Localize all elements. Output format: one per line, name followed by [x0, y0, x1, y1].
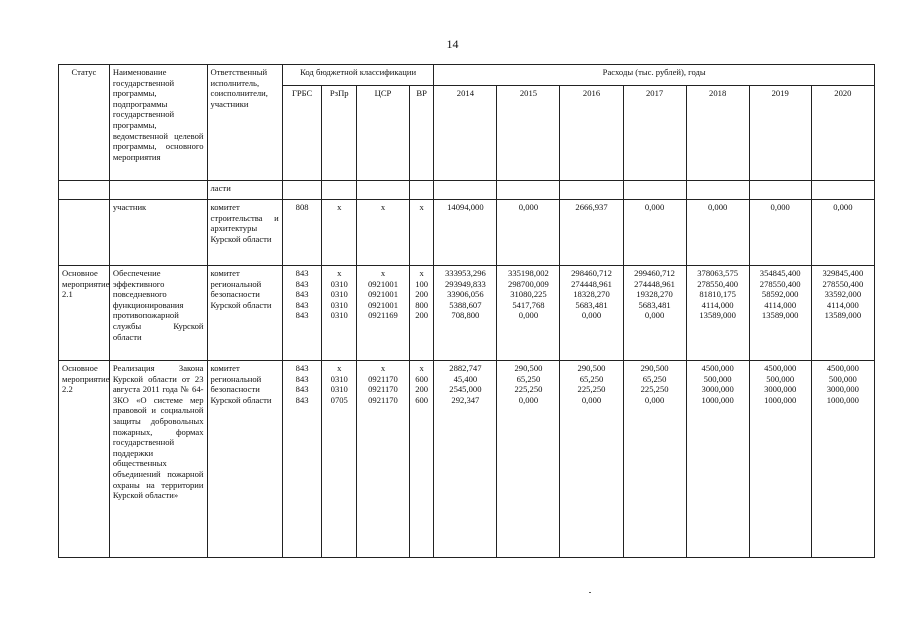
expense-cell: [811, 181, 874, 200]
header-year: 2014: [434, 86, 497, 181]
cell-value: 225,250: [514, 384, 543, 395]
cell-value: 299460,712: [634, 268, 675, 278]
cell-value: 843: [295, 299, 309, 310]
cell-value: 45,400: [453, 373, 478, 384]
vr-cell: [409, 361, 433, 558]
header-year: 2016: [560, 86, 623, 181]
header-expenses: Расходы (тыс. рублей), годы: [434, 65, 875, 86]
expense-cell: [749, 266, 811, 361]
expense-cell: [497, 200, 560, 266]
cell-value: 2882,747: [449, 363, 482, 373]
cell-value: 843: [295, 363, 309, 373]
header-year: 2020: [811, 86, 874, 181]
expense-cell: [686, 181, 749, 200]
cell-value: 0921170: [368, 394, 398, 405]
cell-value: 2545,000: [449, 384, 482, 395]
cell-value: 0,000: [644, 310, 665, 321]
expense-cell: [434, 181, 497, 200]
cell-value: 329845,400: [822, 268, 864, 278]
cell-value: 843: [295, 373, 309, 384]
cell-value: 81810,175: [699, 289, 736, 300]
cell-value: 33592,000: [824, 289, 862, 300]
cell-value: 0,000: [770, 202, 790, 212]
cell-value: х: [337, 363, 342, 373]
cell-value: х: [380, 268, 386, 278]
cell-value: 0921001: [367, 299, 399, 310]
cell-value: 843: [295, 289, 309, 300]
cell-value: 4114,000: [826, 299, 859, 310]
cell-value: 1000,000: [826, 394, 859, 405]
cell-value: 378063,575: [697, 268, 739, 278]
cell-value: 292,347: [451, 394, 480, 405]
cell-value: 500,000: [703, 373, 732, 384]
cell-value: 65,250: [642, 373, 667, 384]
name-cell: Реализация Закона Курской области от 23 августа 2011 года № 64-ЗКО «О системе мер правовой и социальной защиты добровольных пожарных, формах государственной поддержки общественных объединений пожарной охраны на территории Курской области»: [109, 361, 207, 558]
table-row: [59, 266, 875, 361]
cell-value: 0921170: [368, 373, 398, 384]
cell-value: 3000,000: [826, 384, 859, 395]
cell-value: х: [380, 363, 386, 373]
cell-value: 843: [295, 384, 309, 395]
cell-value: 5683,481: [575, 299, 608, 310]
expense-cell: [434, 361, 497, 558]
cell-value: 18328,270: [573, 289, 610, 300]
cell-value: 0310: [330, 310, 348, 321]
header-year: 2019: [749, 86, 811, 181]
cell-value: 290,500: [514, 363, 543, 373]
cell-value: 13589,000: [824, 310, 862, 321]
rzpr-cell: [322, 200, 357, 266]
cell-value: 298460,712: [571, 268, 612, 278]
expense-cell: [749, 200, 811, 266]
cell-value: 0,000: [518, 202, 539, 212]
expense-cell: [749, 361, 811, 558]
cell-value: 13589,000: [761, 310, 799, 321]
cell-value: х: [337, 268, 342, 278]
cell-value: 4500,000: [826, 363, 859, 373]
table-row: [59, 181, 875, 200]
header-status: Статус: [59, 65, 110, 181]
cell-value: х: [419, 363, 424, 373]
cell-value: 14094,000: [447, 202, 484, 212]
cell-value: 0921001: [367, 278, 399, 289]
grbs-cell: [282, 361, 322, 558]
header-executor: Ответственный исполнитель, соисполнители, участники: [207, 65, 282, 181]
expense-cell: [686, 200, 749, 266]
cell-value: 4500,000: [701, 363, 734, 373]
header-code-rzpr: РзПр: [322, 86, 357, 181]
cell-value: 354845,400: [759, 268, 801, 278]
cell-value: 274448,961: [634, 278, 675, 289]
cell-value: 600: [415, 394, 429, 405]
cell-value: 5388,607: [449, 299, 482, 310]
expense-cell: [686, 266, 749, 361]
cell-value: 200: [415, 310, 429, 321]
expense-cell: [686, 361, 749, 558]
cell-value: 0921001: [367, 289, 399, 300]
expense-cell: [434, 266, 497, 361]
grbs-cell: [282, 181, 322, 200]
cell-value: 0921170: [368, 384, 398, 395]
header-year: 2015: [497, 86, 560, 181]
cell-value: 0,000: [518, 310, 539, 321]
expense-cell: [497, 266, 560, 361]
cell-value: 0310: [330, 373, 348, 384]
page-mark: [589, 592, 591, 593]
header-code-grbs: ГРБС: [282, 86, 322, 181]
header-name: Наименование государственной программы, подпрограммы государственной программы, ведомственной целевой программы, основного мероприятия: [109, 65, 207, 181]
expense-cell: [560, 361, 623, 558]
expense-cell: [623, 181, 686, 200]
cell-value: 0,000: [833, 202, 853, 212]
cell-value: 843: [295, 278, 309, 289]
cell-value: 335198,002: [508, 268, 549, 278]
cell-value: х: [337, 202, 342, 212]
cell-value: 500,000: [766, 373, 795, 384]
vr-cell: [409, 266, 433, 361]
cell-value: 5683,481: [638, 299, 671, 310]
status-cell: Основное мероприятие 2.2: [59, 361, 110, 558]
cell-value: 0310: [330, 278, 348, 289]
cell-value: 0,000: [581, 394, 602, 405]
header-year: 2018: [686, 86, 749, 181]
cell-value: 0,000: [581, 310, 602, 321]
cell-value: 3000,000: [701, 384, 734, 395]
cell-value: 100: [415, 278, 429, 289]
cell-value: 278550,400: [697, 278, 739, 289]
header-code-csr: ЦСР: [357, 86, 410, 181]
cell-value: 843: [295, 310, 309, 321]
cell-value: 225,250: [577, 384, 606, 395]
cell-value: 600: [415, 373, 429, 384]
expense-cell: [623, 266, 686, 361]
cell-value: 293949,833: [444, 278, 486, 289]
name-cell: Обеспечение эффективного повседневного функционирования противопожарной службы Курской области: [109, 266, 207, 361]
cell-value: 0,000: [644, 394, 665, 405]
cell-value: 225,250: [640, 384, 669, 395]
cell-value: 33906,056: [447, 289, 484, 300]
budget-table: [58, 64, 875, 558]
cell-value: 13589,000: [699, 310, 736, 321]
cell-value: 200: [415, 289, 429, 300]
executor-cell: комитет строительства и архитектуры Курской области: [207, 200, 282, 266]
cell-value: 3000,000: [764, 384, 797, 395]
cell-value: 1000,000: [764, 394, 797, 405]
expense-cell: [811, 361, 874, 558]
executor-cell: комитет региональной безопасности Курской области: [207, 266, 282, 361]
cell-value: 0310: [330, 384, 348, 395]
cell-value: 298700,009: [508, 278, 549, 289]
cell-value: 290,500: [640, 363, 669, 373]
expense-cell: [560, 266, 623, 361]
cell-value: 800: [415, 299, 429, 310]
table-row: [59, 200, 875, 266]
grbs-cell: [282, 200, 322, 266]
cell-value: 808: [295, 202, 309, 212]
cell-value: 500,000: [828, 373, 857, 384]
cell-value: 333953,296: [444, 268, 486, 278]
expense-cell: [497, 181, 560, 200]
expense-cell: [497, 361, 560, 558]
cell-value: х: [419, 268, 424, 278]
vr-cell: [409, 181, 433, 200]
table-row: [59, 361, 875, 558]
csr-cell: [357, 266, 410, 361]
vr-cell: [409, 200, 433, 266]
cell-value: 31080,225: [510, 289, 547, 300]
rzpr-cell: [322, 361, 357, 558]
cell-value: 4114,000: [701, 299, 734, 310]
cell-value: 278550,400: [759, 278, 801, 289]
expense-cell: [749, 181, 811, 200]
header-budget-code: Код бюджетной классификации: [282, 65, 434, 86]
name-cell: [109, 181, 207, 200]
cell-value: 5417,768: [512, 299, 545, 310]
expense-cell: [623, 200, 686, 266]
expense-cell: [623, 361, 686, 558]
cell-value: х: [419, 202, 424, 212]
cell-value: 274448,961: [571, 278, 612, 289]
status-cell: [59, 181, 110, 200]
header-code-vr: ВР: [409, 86, 433, 181]
csr-cell: [357, 200, 410, 266]
cell-value: 200: [415, 384, 429, 395]
status-cell: Основное мероприятие 2.1: [59, 266, 110, 361]
cell-value: 278550,400: [822, 278, 864, 289]
status-cell: [59, 200, 110, 266]
expense-cell: [811, 266, 874, 361]
cell-value: 0921169: [368, 310, 398, 321]
grbs-cell: [282, 266, 322, 361]
expense-cell: [434, 200, 497, 266]
expense-cell: [560, 181, 623, 200]
cell-value: 290,500: [577, 363, 606, 373]
cell-value: 2666,937: [575, 202, 608, 212]
cell-value: 65,250: [579, 373, 604, 384]
cell-value: 1000,000: [701, 394, 734, 405]
rzpr-cell: [322, 266, 357, 361]
executor-cell: комитет региональной безопасности Курской области: [207, 361, 282, 558]
cell-value: 4500,000: [764, 363, 797, 373]
cell-value: 0310: [330, 289, 348, 300]
cell-value: 65,250: [516, 373, 541, 384]
cell-value: 0,000: [707, 202, 728, 212]
cell-value: 0310: [330, 299, 348, 310]
csr-cell: [357, 361, 410, 558]
cell-value: 19328,270: [636, 289, 673, 300]
cell-value: 0,000: [518, 394, 539, 405]
name-cell: участник: [109, 200, 207, 266]
cell-value: 0,000: [644, 202, 665, 212]
cell-value: 843: [295, 394, 309, 405]
cell-value: 843: [295, 268, 309, 278]
executor-cell: ласти: [207, 181, 282, 200]
header-year: 2017: [623, 86, 686, 181]
csr-cell: [357, 181, 410, 200]
cell-value: 708,800: [451, 310, 480, 321]
cell-value: х: [380, 202, 386, 212]
cell-value: 4114,000: [764, 299, 797, 310]
cell-value: 0705: [330, 394, 348, 405]
rzpr-cell: [322, 181, 357, 200]
expense-cell: [560, 200, 623, 266]
page-number: 14: [446, 37, 459, 51]
expense-cell: [811, 200, 874, 266]
cell-value: 58592,000: [761, 289, 799, 300]
